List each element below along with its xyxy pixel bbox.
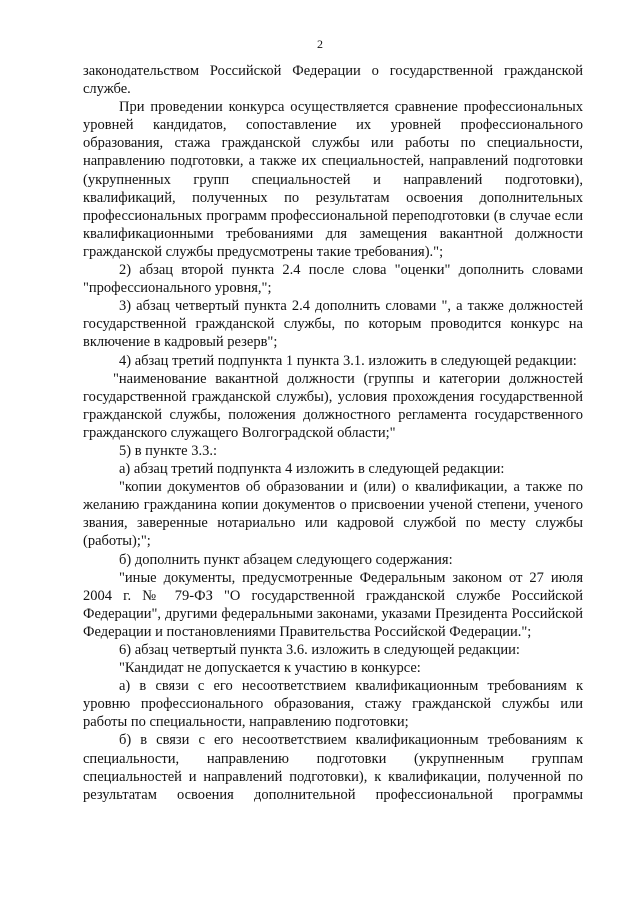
paragraph: 5) в пункте 3.3.: [119,442,217,459]
paragraph: "Кандидат не допускается к участию в конкурсе: [119,660,421,677]
paragraph: 6) абзац четвертый пункта 3.6. изложить в следующей редакции: [119,642,520,658]
page-number: 2 [317,37,323,51]
paragraph: а) абзац третий подпункта 4 изложить в следующей редакции: [119,461,505,478]
paragraph: "копии документов об образовании и (или) о квалификации, а также по желанию гражданина копии документов о присвоении ученой степени, ученого звания, заверенные нотариально или кадровой службой по месту службы (работы);"; [83,479,583,550]
paragraph: 2) абзац второй пункта 2.4 после слова "оценки" дополнить словами "профессионального уровня,"; [83,262,583,297]
paragraph: "иные документы, предусмотренные Федеральным законом от 27 июля 2004 г. № 79-ФЗ "О государственной гражданской службе Российской Федерации", другими федеральными законами, указами Президента Российской Федерации и постановлениями Правительства Российской Федерации."; [83,569,583,640]
paragraph: законодательством Российской Федерации о государственной гражданской службе. [83,63,583,98]
paragraph: 3) абзац четвертый пункта 2.4 дополнить словами ", а также должностей государственной гражданской службы, по которым проводится конкурс на включение в кадровый резерв"; [83,298,583,351]
paragraph: 4) абзац третий подпункта 1 пункта 3.1. изложить в следующей редакции: [119,352,577,369]
paragraph: "наименование вакантной должности (группы и категории должностей государственной гражданской службы), условия прохождения государственной гражданской службы, положения должностного регламента государственного гражданского служащего Волгоградской области;" [83,370,583,441]
document-body [83,62,583,804]
paragraph: При проведении конкурса осуществляется сравнение профессиональных уровней кандидатов, сопоставление их уровней профессионального образования, стажа гражданской службы или работы по специальности, направлению подготовки, а также их специальностей, направлений подготовки (укрупненных групп специальностей и направлений подготовки), квалификаций, полученных по результатам освоения дополнительных профессиональных программ профессиональной переподготовки (в случае если квалификационными требованиями для замещения вакантной должности гражданской службы предусмотрены такие требования)."; [83,99,583,260]
paragraph: б) дополнить пункт абзацем следующего содержания: [119,551,453,568]
paragraph: б) в связи с его несоответствием квалификационным требованиям к специальности, направлению подготовки (укрупненным группам специальностей и направлений подготовки), к квалификации, полученной по результатам освоения дополнительной профессиональной программы [83,732,583,803]
paragraph: а) в связи с его несоответствием квалификационным требованиям к уровню профессионального образования, стажу гражданской службы или работы по специальности, направлению подготовки; [83,678,583,731]
